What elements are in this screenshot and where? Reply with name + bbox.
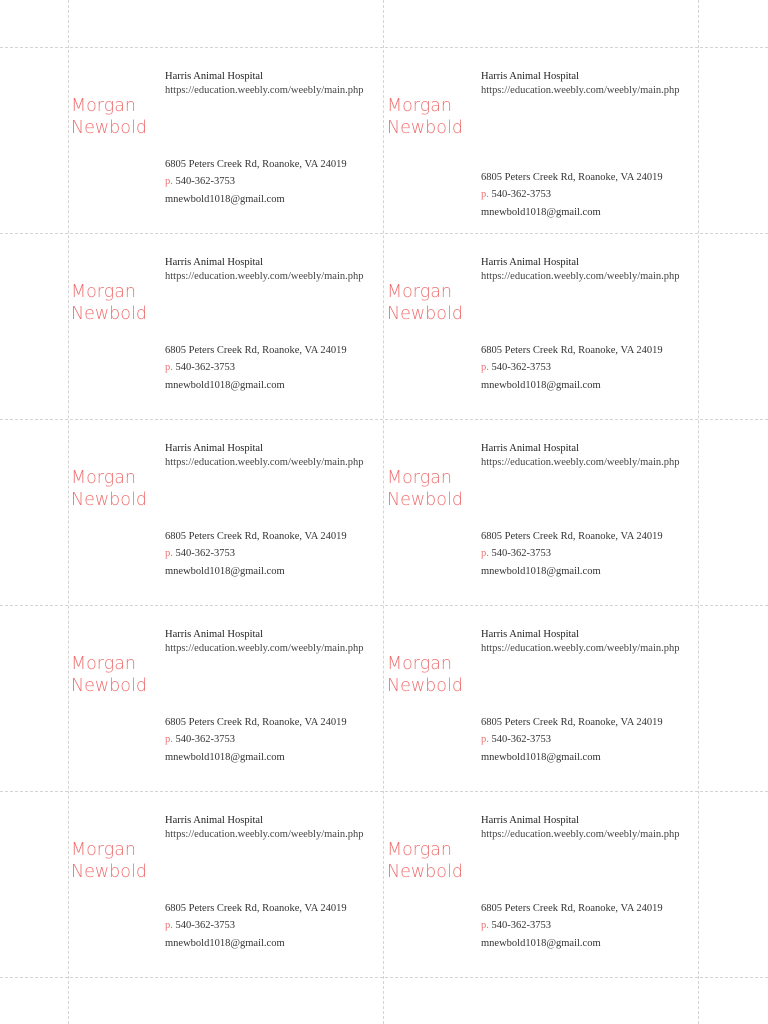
last-name: Newbold: [71, 490, 147, 510]
card-holder-name: [71, 95, 163, 139]
phone-label: p.: [481, 362, 489, 373]
company-name: Harris Animal Hospital: [481, 815, 579, 826]
phone-number: 540-362-3753: [175, 176, 235, 187]
business-card: [68, 53, 383, 239]
street-address: 6805 Peters Creek Rd, Roanoke, VA 24019: [481, 345, 663, 356]
business-card: [384, 239, 699, 425]
phone-line: [165, 361, 235, 374]
email-address: mnewbold1018@gmail.com: [481, 566, 601, 577]
phone-line: [481, 733, 551, 746]
phone-number: 540-362-3753: [175, 362, 235, 373]
company-name: Harris Animal Hospital: [165, 629, 263, 640]
phone-number: 540-362-3753: [491, 548, 551, 559]
company-name: Harris Animal Hospital: [165, 71, 263, 82]
first-name: Morgan: [71, 654, 137, 674]
email-address: mnewbold1018@gmail.com: [165, 566, 285, 577]
last-name: Newbold: [387, 304, 463, 324]
street-address: 6805 Peters Creek Rd, Roanoke, VA 24019: [481, 531, 663, 542]
card-holder-name: [387, 95, 479, 139]
website-url: https://education.weebly.com/weebly/main.php: [481, 457, 680, 468]
first-name: Morgan: [387, 282, 453, 302]
phone-number: 540-362-3753: [175, 734, 235, 745]
business-card: [384, 797, 699, 983]
company-name: Harris Animal Hospital: [165, 815, 263, 826]
first-name: Morgan: [387, 96, 453, 116]
street-address: 6805 Peters Creek Rd, Roanoke, VA 24019: [481, 717, 663, 728]
phone-line: [165, 175, 235, 188]
street-address: 6805 Peters Creek Rd, Roanoke, VA 24019: [165, 159, 347, 170]
website-url: https://education.weebly.com/weebly/main.php: [481, 85, 680, 96]
website-url: https://education.weebly.com/weebly/main.php: [165, 829, 364, 840]
last-name: Newbold: [387, 490, 463, 510]
last-name: Newbold: [71, 304, 147, 324]
first-name: Morgan: [387, 840, 453, 860]
phone-label: p.: [165, 176, 173, 187]
last-name: Newbold: [71, 118, 147, 138]
phone-number: 540-362-3753: [491, 189, 551, 200]
street-address: 6805 Peters Creek Rd, Roanoke, VA 24019: [165, 717, 347, 728]
email-address: mnewbold1018@gmail.com: [481, 380, 601, 391]
street-address: 6805 Peters Creek Rd, Roanoke, VA 24019: [165, 345, 347, 356]
email-address: mnewbold1018@gmail.com: [481, 207, 601, 218]
website-url: https://education.weebly.com/weebly/main.php: [165, 271, 364, 282]
phone-label: p.: [165, 734, 173, 745]
street-address: 6805 Peters Creek Rd, Roanoke, VA 24019: [165, 903, 347, 914]
last-name: Newbold: [387, 862, 463, 882]
phone-number: 540-362-3753: [491, 362, 551, 373]
phone-label: p.: [165, 548, 173, 559]
last-name: Newbold: [71, 676, 147, 696]
company-name: Harris Animal Hospital: [165, 443, 263, 454]
phone-label: p.: [481, 920, 489, 931]
business-card: [68, 239, 383, 425]
phone-line: [165, 547, 235, 560]
business-card: [384, 53, 699, 239]
phone-number: 540-362-3753: [491, 920, 551, 931]
first-name: Morgan: [71, 282, 137, 302]
email-address: mnewbold1018@gmail.com: [481, 938, 601, 949]
business-card: [68, 611, 383, 797]
phone-number: 540-362-3753: [175, 920, 235, 931]
card-holder-name: [71, 467, 163, 511]
last-name: Newbold: [387, 676, 463, 696]
first-name: Morgan: [71, 840, 137, 860]
business-card: [68, 425, 383, 611]
phone-line: [481, 361, 551, 374]
street-address: 6805 Peters Creek Rd, Roanoke, VA 24019: [481, 172, 663, 183]
company-name: Harris Animal Hospital: [481, 443, 579, 454]
phone-label: p.: [481, 189, 489, 200]
website-url: https://education.weebly.com/weebly/main.php: [481, 829, 680, 840]
company-name: Harris Animal Hospital: [481, 257, 579, 268]
last-name: Newbold: [387, 118, 463, 138]
phone-line: [481, 188, 551, 201]
website-url: https://education.weebly.com/weebly/main.php: [481, 643, 680, 654]
email-address: mnewbold1018@gmail.com: [481, 752, 601, 763]
website-url: https://education.weebly.com/weebly/main.php: [165, 457, 364, 468]
phone-label: p.: [165, 362, 173, 373]
card-holder-name: [71, 281, 163, 325]
email-address: mnewbold1018@gmail.com: [165, 380, 285, 391]
email-address: mnewbold1018@gmail.com: [165, 752, 285, 763]
phone-line: [165, 733, 235, 746]
last-name: Newbold: [71, 862, 147, 882]
card-holder-name: [71, 839, 163, 883]
business-card: [384, 425, 699, 611]
phone-label: p.: [481, 734, 489, 745]
website-url: https://education.weebly.com/weebly/main.php: [165, 643, 364, 654]
first-name: Morgan: [387, 468, 453, 488]
business-card: [68, 797, 383, 983]
card-holder-name: [387, 839, 479, 883]
street-address: 6805 Peters Creek Rd, Roanoke, VA 24019: [481, 903, 663, 914]
phone-number: 540-362-3753: [491, 734, 551, 745]
card-holder-name: [71, 653, 163, 697]
phone-line: [481, 547, 551, 560]
phone-line: [481, 919, 551, 932]
first-name: Morgan: [71, 468, 137, 488]
first-name: Morgan: [71, 96, 137, 116]
website-url: https://education.weebly.com/weebly/main.php: [481, 271, 680, 282]
cut-guide-horizontal: [0, 47, 768, 48]
phone-label: p.: [165, 920, 173, 931]
company-name: Harris Animal Hospital: [481, 71, 579, 82]
phone-label: p.: [481, 548, 489, 559]
phone-line: [165, 919, 235, 932]
company-name: Harris Animal Hospital: [481, 629, 579, 640]
street-address: 6805 Peters Creek Rd, Roanoke, VA 24019: [165, 531, 347, 542]
card-holder-name: [387, 467, 479, 511]
business-card: [384, 611, 699, 797]
website-url: https://education.weebly.com/weebly/main.php: [165, 85, 364, 96]
card-holder-name: [387, 281, 479, 325]
phone-number: 540-362-3753: [175, 548, 235, 559]
first-name: Morgan: [387, 654, 453, 674]
card-holder-name: [387, 653, 479, 697]
company-name: Harris Animal Hospital: [165, 257, 263, 268]
email-address: mnewbold1018@gmail.com: [165, 938, 285, 949]
email-address: mnewbold1018@gmail.com: [165, 194, 285, 205]
